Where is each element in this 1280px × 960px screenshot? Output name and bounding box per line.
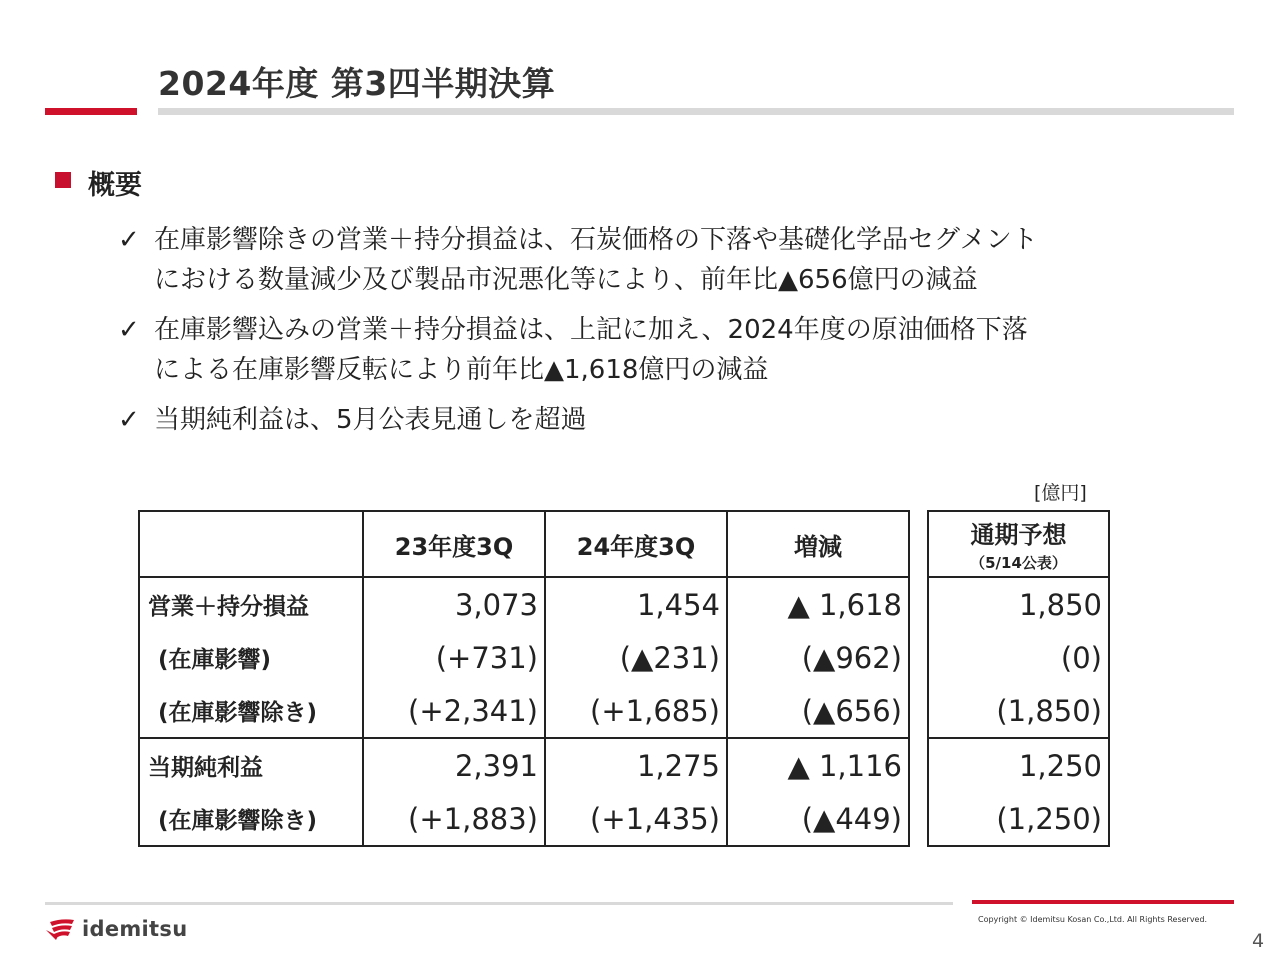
table-cell: (+1,685) xyxy=(545,684,727,738)
summary-item xyxy=(118,310,1218,390)
table-cell: 1,454 xyxy=(545,577,727,631)
table-cell: (▲449) xyxy=(727,792,909,846)
table-row xyxy=(139,738,909,792)
table-cell: (+1,883) xyxy=(363,792,545,846)
table-cell: 3,073 xyxy=(363,577,545,631)
logo-text: idemitsu xyxy=(82,917,188,941)
footer-rule xyxy=(45,902,953,905)
table-cell: (+731) xyxy=(363,631,545,684)
table-header: 増減 xyxy=(727,511,909,577)
table-row xyxy=(139,792,909,846)
summary-list xyxy=(118,220,1218,450)
logo-mark-icon xyxy=(44,916,76,942)
summary-line: 在庫影響除きの営業＋持分損益は、石炭価格の下落や基礎化学品セグメント xyxy=(154,225,1038,255)
table-row xyxy=(928,792,1109,846)
table-header xyxy=(139,511,363,577)
copyright-text: Copyright © Idemitsu Kosan Co.,Ltd. All Rights Reserved. xyxy=(978,915,1208,924)
section-title: 概要 xyxy=(88,170,142,201)
row-label: (在庫影響除き) xyxy=(139,684,363,738)
table-cell: ▲ 1,116 xyxy=(727,738,909,792)
summary-line: 当期純利益は、5月公表見通しを超過 xyxy=(154,405,587,435)
page-number: 4 xyxy=(1252,930,1265,952)
results-table xyxy=(138,510,910,847)
table-cell: 1,275 xyxy=(545,738,727,792)
table-header-row xyxy=(928,511,1109,577)
check-icon: ✓ xyxy=(118,225,140,255)
footer-accent-bar xyxy=(972,900,1234,904)
table-row xyxy=(139,684,909,738)
table-row xyxy=(139,631,909,684)
table-cell: (1,250) xyxy=(928,792,1109,846)
table-cell: (▲962) xyxy=(727,631,909,684)
table-row xyxy=(928,631,1109,684)
table-cell: (▲656) xyxy=(727,684,909,738)
summary-line: による在庫影響反転により前年比▲1,618億円の減益 xyxy=(154,355,769,385)
page-title: 2024年度 第3四半期決算 xyxy=(158,64,556,103)
row-label: (在庫影響) xyxy=(139,631,363,684)
forecast-header xyxy=(928,511,1109,577)
idemitsu-logo xyxy=(44,916,187,942)
table-row xyxy=(928,738,1109,792)
summary-line: における数量減少及び製品市況悪化等により、前年比▲656億円の減益 xyxy=(154,265,978,295)
row-label: 当期純利益 xyxy=(139,738,363,792)
table-header: 24年度3Q xyxy=(545,511,727,577)
check-icon: ✓ xyxy=(118,405,140,435)
table-cell: 2,391 xyxy=(363,738,545,792)
table-cell: (0) xyxy=(928,631,1109,684)
table-row xyxy=(928,577,1109,631)
forecast-table xyxy=(927,510,1110,847)
table-header-row xyxy=(139,511,909,577)
table-cell: (1,850) xyxy=(928,684,1109,738)
table-cell: (▲231) xyxy=(545,631,727,684)
unit-label: [億円] xyxy=(1034,482,1087,504)
square-bullet-icon xyxy=(55,172,71,188)
row-label: 営業＋持分損益 xyxy=(139,577,363,631)
summary-item xyxy=(118,220,1218,300)
row-label: (在庫影響除き) xyxy=(139,792,363,846)
table-row xyxy=(928,684,1109,738)
summary-line: 在庫影響込みの営業＋持分損益は、上記に加え、2024年度の原油価格下落 xyxy=(154,315,1028,345)
table-row xyxy=(139,577,909,631)
table-cell: ▲ 1,618 xyxy=(727,577,909,631)
forecast-header-subtitle: （5/14公表） xyxy=(970,554,1067,572)
table-header: 23年度3Q xyxy=(363,511,545,577)
table-cell: (+1,435) xyxy=(545,792,727,846)
table-cell: (+2,341) xyxy=(363,684,545,738)
forecast-header-title: 通期予想 xyxy=(970,521,1067,549)
check-icon: ✓ xyxy=(118,315,140,345)
summary-item xyxy=(118,400,1218,440)
title-accent-bar xyxy=(45,108,137,115)
table-cell: 1,850 xyxy=(928,577,1109,631)
title-rule xyxy=(158,108,1234,115)
table-cell: 1,250 xyxy=(928,738,1109,792)
